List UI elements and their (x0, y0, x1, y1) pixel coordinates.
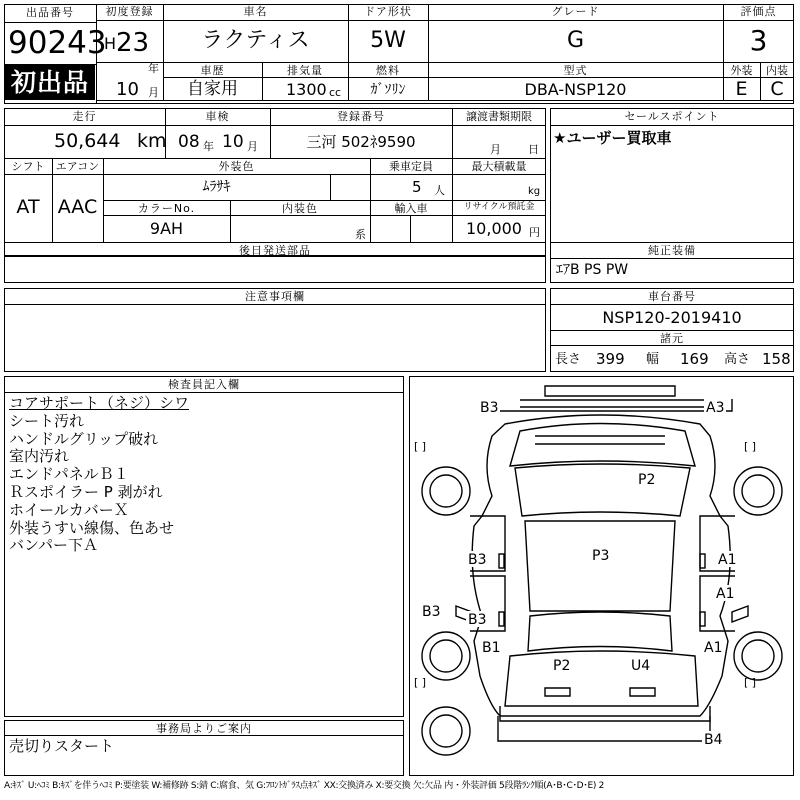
displacement-label: 排気量 (287, 64, 323, 77)
first-listing-badge: 初出品 (5, 65, 95, 100)
grade: G (566, 28, 585, 53)
length-label: 長さ (555, 352, 582, 367)
score-label: 評価点 (740, 5, 777, 18)
damage-mark-b3-left-front-door: B3 (468, 612, 487, 628)
inspection-year: 08 (178, 132, 200, 152)
inspector-notes (9, 395, 189, 555)
inspector-note-line: ホイールカバーＸ (9, 500, 129, 519)
first-reg-label: 初度登録 (105, 5, 154, 18)
equipment-label: 純正装備 (648, 244, 696, 257)
exterior-grade: E (735, 78, 748, 100)
width-label: 幅 (646, 352, 660, 367)
notes-label: 注意事項欄 (245, 290, 305, 303)
mileage: 50,644 (54, 130, 121, 152)
chassis-number: NSP120-2019410 (602, 308, 742, 327)
width: 169 (680, 350, 709, 368)
plate-label: 登録番号 (337, 110, 385, 123)
capacity-unit: 人 (434, 184, 445, 197)
inspector-note-line: シート汚れ (9, 411, 85, 430)
shift: AT (16, 196, 40, 218)
wheel-bracket: [ ] (414, 676, 427, 689)
inspection-year-unit: 年 (203, 140, 214, 153)
plate: 三河 502ﾈ9590 (306, 133, 416, 151)
later-parts-body (4, 256, 546, 283)
inspector-note-line: Ｒスポイラー P 剥がれ (9, 482, 163, 501)
ext-color-label: 外装色 (218, 160, 255, 173)
damage-mark-a1-right-rear-door: A1 (718, 552, 737, 568)
displacement-unit: cc (329, 86, 342, 99)
damage-mark-a3-rear-right: A3 (706, 400, 725, 416)
color-no-label: カラーNo. (137, 202, 196, 215)
wheel-bracket: [ ] (744, 440, 757, 453)
fuel-label: 燃料 (376, 64, 400, 77)
reg-year-unit: 年 (148, 62, 159, 75)
damage-mark-p2-roof: P2 (638, 472, 656, 488)
max-load-unit: kg (528, 186, 541, 197)
inspector-label: 検査員記入欄 (168, 378, 240, 391)
model: DBA-NSP120 (524, 80, 627, 99)
int-color-unit: 系 (355, 228, 366, 241)
equipment: ｴｱB PS PW (556, 262, 629, 278)
capacity: 5 (412, 178, 422, 196)
color-no: 9AH (149, 219, 184, 238)
import-label: 輸入車 (394, 202, 428, 215)
height-label: 高さ (724, 352, 751, 367)
reg-year: 23 (116, 28, 150, 58)
recycle-unit: 円 (529, 226, 540, 239)
selling-points-label: セールスポイント (624, 110, 720, 123)
exterior-label: 外装 (730, 64, 753, 77)
dims-label: 諸元 (660, 332, 684, 345)
model-label: 型式 (563, 64, 588, 77)
damage-mark-p2-hood: P2 (553, 658, 571, 674)
later-parts-label: 後日発送部品 (239, 244, 311, 257)
recycle-label: リサイクル預託金 (463, 202, 535, 212)
damage-mark-b3-rear-left: B3 (480, 400, 499, 416)
damage-mark-a1-right-fender: A1 (704, 640, 723, 656)
capacity-label: 乗車定員 (389, 160, 433, 173)
office-text: 売切りスタート (9, 737, 115, 755)
reg-month: 10 (116, 79, 139, 100)
chassis-label: 車台番号 (648, 290, 696, 303)
inspector-note-line: ハンドルグリップ破れ (9, 429, 159, 448)
inspector-note-line: バンパー下Ａ (9, 536, 98, 555)
length: 399 (596, 350, 625, 368)
damage-mark-b3-left-side: B3 (422, 604, 441, 620)
lot-number: 90243 (8, 25, 107, 61)
inspector-note-line: 外装うすい線傷、色あせ (9, 518, 175, 537)
door-label: ドア形状 (364, 5, 412, 18)
interior-label: 内装 (766, 64, 788, 77)
damage-mark-p3-center: P3 (592, 548, 610, 564)
interior-grade: C (770, 78, 784, 100)
mileage-unit: km (137, 130, 167, 152)
inspection-month: 10 (222, 132, 244, 152)
shift-label: シフト (11, 160, 45, 173)
recycle: 10,000 (466, 219, 522, 238)
transfer-day-unit: 日 (528, 143, 539, 156)
door-type: 5W (370, 28, 406, 53)
wheel-bracket: [ ] (414, 440, 427, 453)
lot-number-label: 出品番号 (26, 6, 74, 19)
damage-mark-b4-front: B4 (704, 732, 723, 748)
int-color-label: 内装色 (282, 202, 318, 215)
history: 自家用 (187, 79, 238, 99)
ac-label: エアコン (55, 160, 100, 173)
score: 3 (749, 24, 768, 57)
history-label: 車歴 (200, 64, 225, 77)
car-name: ラクティス (201, 28, 310, 53)
ext-color: ﾑﾗｻｷ (202, 179, 231, 195)
inspection-label: 車検 (205, 110, 230, 123)
reg-month-unit: 月 (148, 86, 159, 99)
displacement: 1300 (286, 80, 327, 99)
damage-mark-b1-left-fender: B1 (482, 640, 501, 656)
grade-label: グレード (551, 5, 600, 18)
legend: A:ｷｽﾞ U:ﾍｺﾐ B:ｷｽﾞを伴うﾍｺﾐ P:要塗装 W:補修跡 S:錆 C:腐食、気 G:ﾌﾛﾝﾄｶﾞﾗｽ点ｷｽﾞ XX:交換済み X:要交換 欠:欠品 内・外装評価 5段階ﾗﾝｸ順(A･B･C･D･E) 2 (4, 781, 605, 791)
office-label: 事務局よりご案内 (156, 722, 252, 735)
car-damage-diagram (410, 376, 794, 776)
inspector-note-line: コアサポート（ネジ）シワ (9, 394, 190, 412)
max-load-label: 最大積載量 (471, 160, 527, 173)
wheel-bracket: [ ] (744, 676, 757, 689)
selling-points: ★ユーザー買取車 (553, 129, 672, 147)
transfer-month-unit: 月 (490, 143, 501, 156)
height: 158 (762, 350, 791, 368)
transfer-deadline-label: 譲渡書類期限 (466, 110, 532, 123)
damage-mark-b3-left-rear-door: B3 (468, 552, 487, 568)
damage-mark-a1-right-front-door: A1 (716, 586, 735, 602)
inspector-note-line: 室内汚れ (9, 447, 70, 466)
inspector-note-line: エンドパネルＢ１ (9, 465, 129, 484)
era: H (104, 34, 117, 53)
damage-mark-u4-hood: U4 (631, 658, 651, 674)
mileage-label: 走行 (72, 110, 97, 123)
car-name-label: 車名 (243, 5, 268, 18)
fuel: ｶﾞｿﾘﾝ (370, 82, 406, 98)
ac: AAC (57, 196, 98, 218)
inspection-month-unit: 月 (247, 140, 258, 153)
